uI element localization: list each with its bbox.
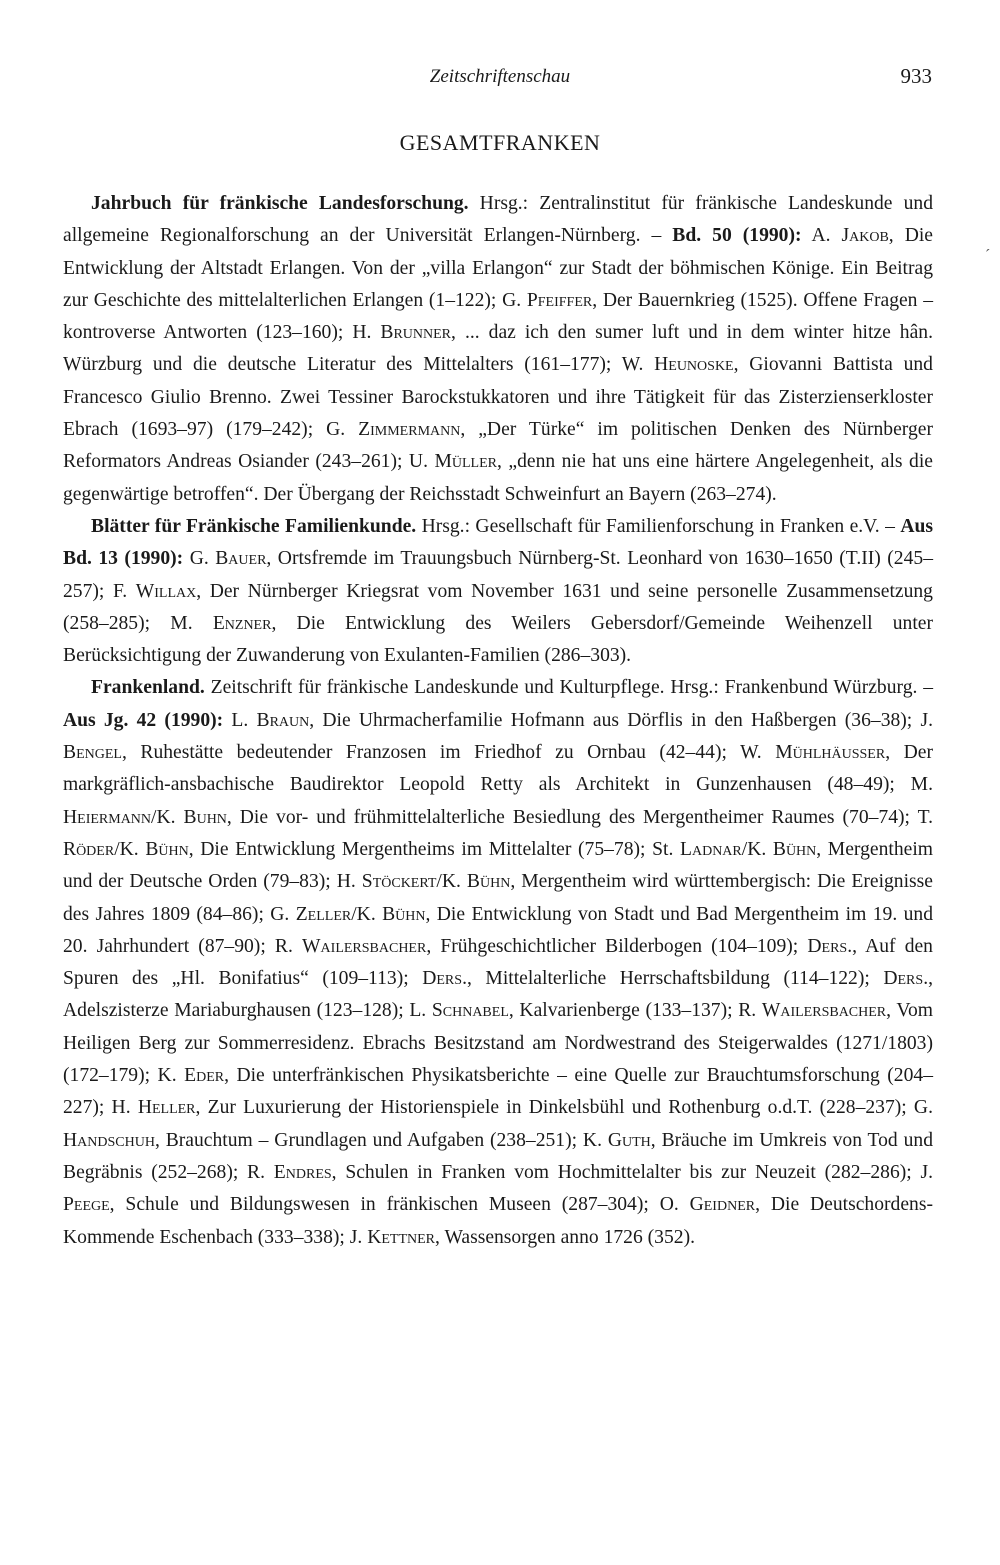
entry-text: , Der Bauernkrieg (1525). Offene Fragen – kontroverse Antworten (123–160); H. [63, 289, 933, 344]
author-name: Pfeiffer [526, 289, 593, 311]
entry-text: , Schule und Bildungswesen in fränkischen Museen (287–304); O. [109, 1194, 690, 1216]
author-name: Ders [883, 968, 924, 990]
author-name: Brunner [380, 322, 452, 344]
entry-text: , Die Entwicklung von Stadt und Bad Mergentheim im 19. und 20. Jahrhundert (87–90); R. [63, 903, 933, 957]
author-name: Bühn [145, 838, 189, 860]
entry-text: G. [183, 548, 216, 570]
page-number: 933 [900, 64, 932, 88]
author-name: Endres [273, 1161, 332, 1183]
entry-text: ., Auf den Spuren des „Hl. Bonifatius“ (109–113); [63, 935, 933, 990]
entry-text: , Die Uhrmacherfamilie Hofmann aus Dörflis in den Haßbergen (36–38); J. [309, 709, 933, 731]
author-name: Bühn [466, 871, 511, 893]
entry-text: , Die vor- und frühmittelalterliche Besiedlung des Mergentheimer Raumes (70–74); T. [226, 806, 934, 828]
author-name: Zeller [295, 903, 352, 925]
bibliography-entry [63, 672, 933, 1253]
author-name: Ladnar [680, 838, 742, 860]
entry-text: ., Adelszisterze Mariaburghausen (123–128); L. [63, 968, 933, 1022]
author-name: Peege [63, 1194, 110, 1216]
entry-text: , Wassensorgen anno 1726 (352). [435, 1226, 695, 1248]
entry-text: , Der Nürnberger Kriegsrat vom November 1631 und seine personelle Zusammensetzung (258–285); M. [63, 580, 933, 634]
running-title: Zeitschriftenschau [429, 66, 571, 87]
author-name: Bühn [772, 838, 817, 860]
entry-text: /K. [351, 903, 383, 925]
entry-bold-text: Bd. 50 (1990): [672, 225, 802, 247]
author-name: Heiermann [63, 806, 152, 828]
entry-text: /K. [741, 838, 773, 860]
entry-text: , Die Deutschordens-Kommende Eschenbach (333–338); J. [63, 1194, 933, 1248]
author-name: Willax [135, 580, 197, 602]
entry-text: , Brauchtum – Grundlagen und Aufgaben (238–251); K. [154, 1129, 608, 1151]
entry-bold-text: Jahrbuch für fränkische Landesforschung. [91, 193, 469, 214]
author-name: Stöckert [361, 871, 437, 893]
entry-text: , Der markgräflich-ansbachische Baudirektor Leopold Retty als Architekt in Gunzenhausen (48–49); M. [63, 742, 933, 796]
entry-text: , Zur Luxurierung der Historienspiele in Dinkelsbühl und Rothenburg o.d.T. (228–237); G. [195, 1097, 933, 1119]
author-name: Zimmermann [358, 419, 461, 441]
entry-text: , Schulen in Franken vom Hochmittelalter bis zur Neuzeit (282–286); J. [331, 1161, 934, 1183]
entry-text: /K. [436, 871, 467, 893]
bibliography-entry [63, 511, 933, 672]
author-name: Handschuh [63, 1129, 155, 1151]
entry-text: , ... daz ich den sumer luft und in dem winter hitze hân. Würzburg und die deutsche Literatur des Mittelalters (161–177); W. [63, 322, 933, 376]
author-name: Ders [422, 968, 463, 990]
entry-text: , Ruhestätte bedeutender Franzosen im Friedhof zu Ornbau (42–44); W. [121, 742, 776, 764]
entry-text: , Mergentheim und der Deutsche Orden (79–83); H. [63, 838, 934, 893]
entry-text: , Die Entwicklung Mergentheims im Mittelalter (75–78); St. [188, 838, 680, 860]
entry-text: , „Der Türke“ im politischen Denken des Nürnberger Reformators Andreas Osiander (243–261); U. [63, 419, 933, 473]
entry-text: , „denn nie hat uns eine härtere Angelegenheit, als die gegenwärtige betroffen“. Der Übergang der Reichsstadt Schweinfurt an Bayern (263–274). [63, 451, 933, 505]
section-title: GESAMTFRANKEN [399, 130, 601, 155]
entry-text: Zeitschrift für fränkische Landeskunde und Kulturpflege. Hrsg.: Frankenbund Würzburg. – [204, 677, 933, 699]
author-name: Jakob [841, 225, 889, 247]
running-head [0, 66, 1000, 96]
entry-text: , Giovanni Battista und Francesco Giulio Brenno. Zwei Tessiner Barockstukkatoren und ihre Tätigkeit für das Zisterzienserkloster Ebrach (1693–97) (179–242); G. [63, 354, 933, 441]
entry-text: , Die Entwicklung der Altstadt Erlangen. Von der „villa Erlangon“ zur Stadt der böhmischen Könige. Ein Beitrag zur Geschichte des mittelalterlichen Erlangen (1–122); G. [63, 225, 933, 311]
author-name: Geidner [689, 1194, 756, 1216]
entry-text: L. [223, 709, 257, 731]
author-name: Guth [607, 1129, 651, 1151]
entry-text: , Die Entwicklung des Weilers Gebersdorf/Gemeinde Weihenzell unter Berücksichtigung der Zuwanderung von Exulanten-Familien (286–303). [63, 612, 933, 667]
author-name: Enzner [212, 612, 272, 634]
author-name: Müller [434, 451, 497, 473]
entry-text: , Die unterfränkischen Physikatsberichte – eine Quelle zur Brauchtumsforschung (204–227); H. [63, 1065, 933, 1119]
entry-bold-text: Aus Jg. 42 (1990): [63, 709, 224, 731]
entry-text: /K. [151, 806, 184, 828]
author-name: Kettner [367, 1226, 435, 1248]
author-name: Bauer [215, 548, 267, 570]
author-name: Wailersbacher [302, 935, 427, 957]
author-name: Braun [256, 709, 310, 731]
entry-text: , Ortsfremde im Trauungsbuch Nürnberg-St. Leonhard von 1630–1650 (T.II) (245–257); F. [63, 548, 933, 602]
bibliography-body [63, 188, 933, 1254]
author-name: Heunoske [654, 354, 734, 376]
entry-text: , Frühgeschichtlicher Bilderbogen (104–109); [426, 935, 808, 957]
entry-text: Hrsg.: Gesellschaft für Familienforschung in Franken e.V. – [416, 515, 901, 537]
entry-text: Hrsg.: Zentralinstitut für fränkische Landeskunde und allgemeine Regionalforschung an der Universität Erlangen-Nürnberg. – [63, 193, 933, 247]
author-name: Röder [63, 838, 115, 860]
author-name: Heller [137, 1097, 196, 1119]
entry-bold-text: Aus Bd. 13 (1990): [63, 515, 933, 570]
margin-mark: ´ [985, 247, 991, 264]
author-name: Schnabel [431, 1000, 509, 1022]
entry-text: , Kalvarienberge (133–137); R. [508, 1000, 762, 1022]
author-name: Bühn [382, 903, 426, 925]
author-name: Eder [184, 1065, 225, 1087]
entry-text: ., Mittelalterliche Herrschaftsbildung (114–122); [462, 968, 884, 990]
author-name: Bengel [63, 742, 122, 764]
entry-bold-text: Blätter für Fränkische Familienkunde. [91, 515, 417, 537]
author-name: Mühlhäusser [775, 742, 886, 764]
author-name: Buhn [183, 806, 227, 828]
entry-text: A. [801, 225, 842, 247]
entry-text: , Bräuche im Umkreis von Tod und Begräbnis (252–268); R. [63, 1129, 933, 1183]
author-name: Wailersbacher [761, 1000, 887, 1022]
entry-text: , Mergentheim wird württembergisch: Die Ereignisse des Jahres 1809 (84–86); G. [63, 871, 933, 925]
entry-bold-text: Frankenland. [91, 677, 205, 699]
entry-text: , Vom Heiligen Berg zur Sommerresidenz. Ebrachs Besitzstand am Nordwestrand des Steigerwaldes (1271/1803) (172–179); K. [63, 1000, 934, 1087]
author-name: Ders [807, 935, 848, 957]
bibliography-entry [63, 188, 933, 511]
entry-text: /K. [114, 838, 146, 860]
